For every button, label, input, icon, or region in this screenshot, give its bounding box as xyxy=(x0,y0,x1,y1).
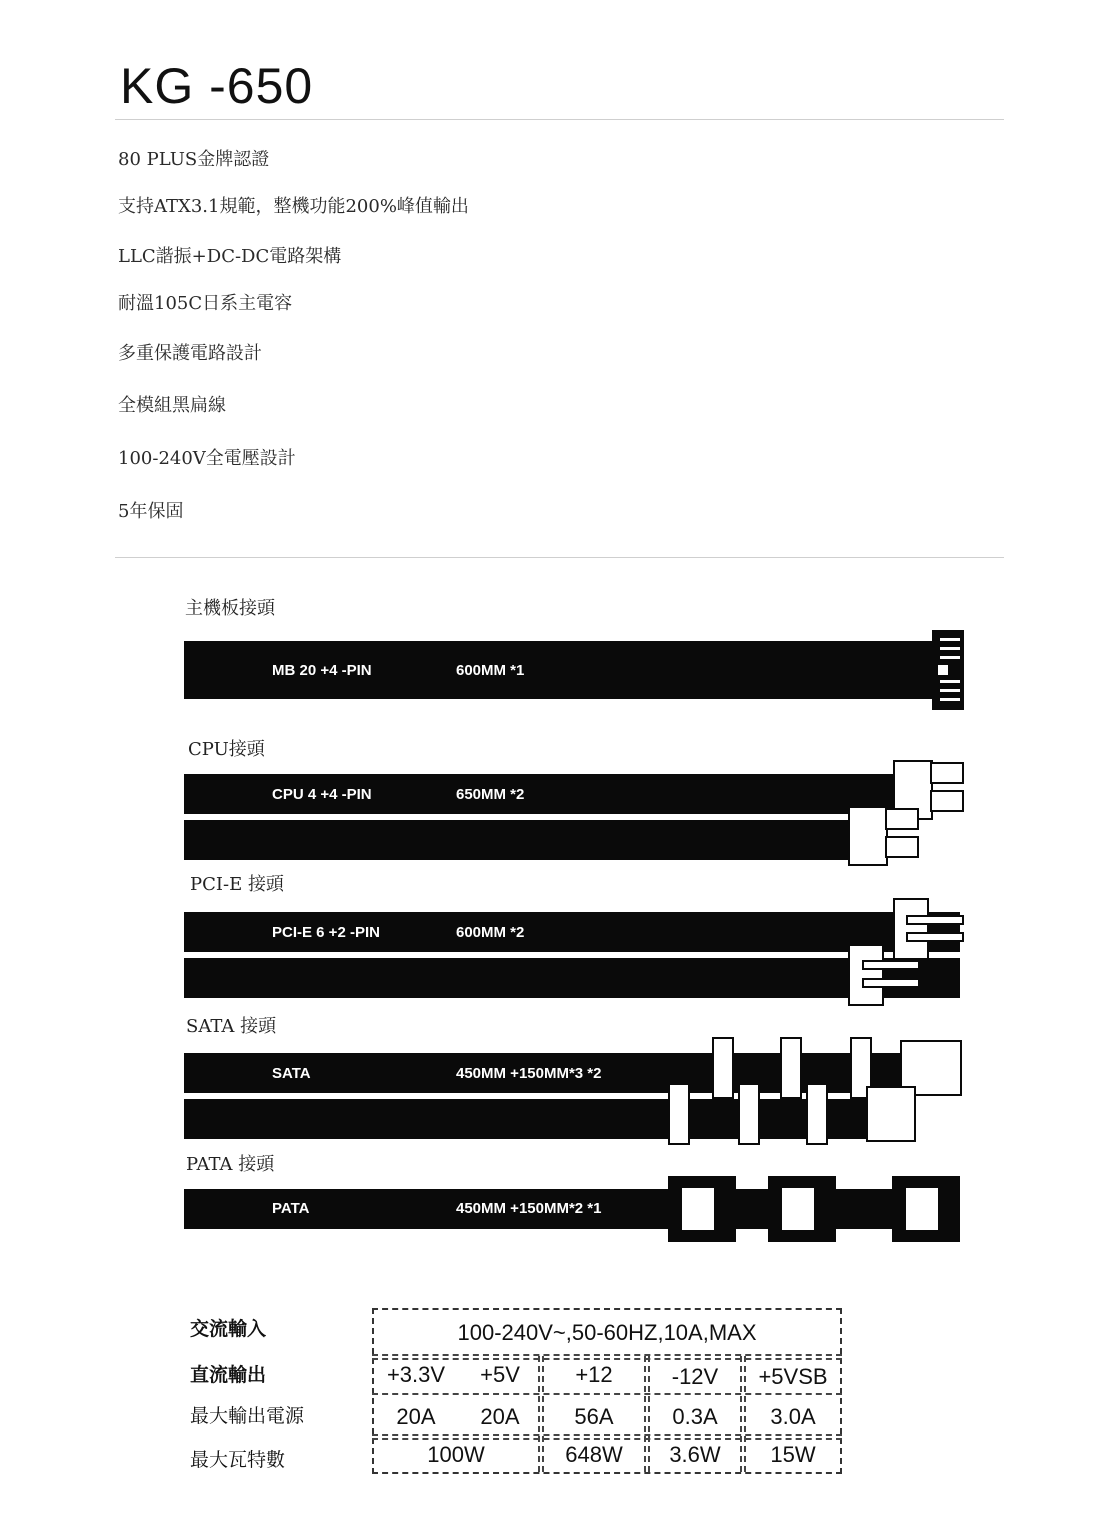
product-title: KG -650 xyxy=(120,58,314,114)
rail-3v3: +3.3V xyxy=(386,1362,446,1387)
feature-item-4: 耐溫105C日系主電容 xyxy=(118,293,293,314)
feature-item-1: 80 PLUS金牌認證 xyxy=(118,149,270,170)
pata-cable-name: PATA xyxy=(272,1200,310,1217)
dc-output-label: 直流輸出 xyxy=(190,1364,267,1386)
feature-item-8: 5年保固 xyxy=(118,501,184,522)
sata-cable-length: 450MM +150MM*3 *2 xyxy=(456,1065,602,1082)
ac-input-value: 100-240V~,50-60HZ,10A,MAX xyxy=(457,1320,757,1345)
watt-minus12v: 3.6W xyxy=(669,1442,721,1467)
feature-item-2: 支持ATX3.1規範，整機功能200%峰值輸出 xyxy=(118,196,469,217)
cpu-cable-length: 650MM *2 xyxy=(456,786,525,803)
watt-combined-3v3-5v: 100W xyxy=(427,1442,485,1467)
pcie-section-label: PCI-E 接頭 xyxy=(190,874,284,895)
mb-cable-length: 600MM *1 xyxy=(456,662,525,679)
cpu-cable-2 xyxy=(184,820,854,860)
sata-cable-name: SATA xyxy=(272,1065,311,1082)
feature-item-7: 100-240V全電壓設計 xyxy=(118,448,296,469)
mb-section-label: 主機板接頭 xyxy=(185,598,275,619)
current-12v: 56A xyxy=(574,1404,614,1429)
current-minus12v: 0.3A xyxy=(672,1404,718,1429)
current-5vsb: 3.0A xyxy=(770,1404,816,1429)
mb-connector-icon xyxy=(932,630,964,710)
mb-cable-name: MB 20 +4 -PIN xyxy=(272,662,372,679)
pata-cable-length: 450MM +150MM*2 *1 xyxy=(456,1200,602,1217)
max-current-label: 最大輸出電源 xyxy=(190,1405,305,1427)
pcie-cable-2 xyxy=(184,958,960,998)
pata-section-label: PATA 接頭 xyxy=(186,1154,275,1175)
cpu-section-label: CPU接頭 xyxy=(188,739,265,760)
ac-input-label: 交流輸入 xyxy=(190,1318,267,1340)
feature-item-5: 多重保護電路設計 xyxy=(118,343,262,364)
watt-5vsb: 15W xyxy=(770,1442,816,1467)
rail-5v: +5V xyxy=(480,1362,520,1387)
sata-section-label: SATA 接頭 xyxy=(186,1016,277,1037)
feature-item-3: LLC諧振+DC-DC電路架構 xyxy=(118,246,342,267)
current-3v3: 20A xyxy=(396,1404,436,1429)
feature-item-6: 全模組黑扁線 xyxy=(118,395,226,416)
rail-12v: +12 xyxy=(575,1362,613,1387)
rail-5vsb: +5VSB xyxy=(758,1364,828,1389)
title-divider xyxy=(115,119,1004,120)
features-divider xyxy=(115,557,1004,558)
current-5v: 20A xyxy=(480,1404,520,1429)
watt-12v: 648W xyxy=(565,1442,623,1467)
rail-minus12v: -12V xyxy=(671,1364,719,1389)
cpu-cable-name: CPU 4 +4 -PIN xyxy=(272,786,372,803)
sata-cable-2 xyxy=(184,1099,874,1139)
max-watt-label: 最大瓦特數 xyxy=(190,1449,286,1471)
pcie-cable-length: 600MM *2 xyxy=(456,924,525,941)
pcie-cable-name: PCI-E 6 +2 -PIN xyxy=(272,924,380,941)
